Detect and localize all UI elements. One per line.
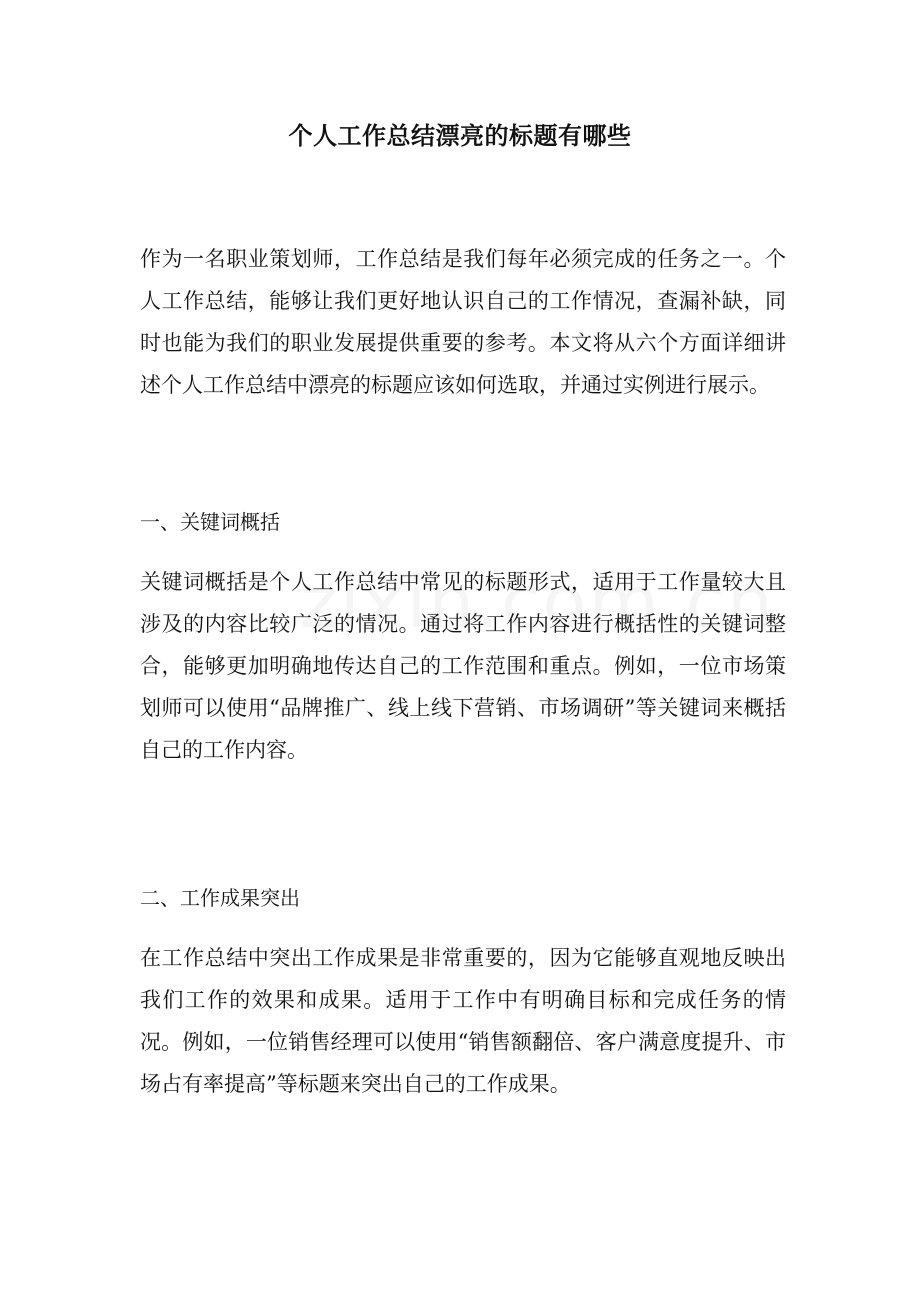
document-title: 个人工作总结漂亮的标题有哪些 — [288, 121, 632, 150]
section-heading-1: 一、关键词概括 — [140, 510, 280, 534]
intro-paragraph: 作为一名职业策划师，工作总结是我们每年必须完成的任务之一。个人工作总结，能够让我们更好地认识自己的工作情况，查漏补缺，同时也能为我们的职业发展提供重要的参考。本文将从六个方面详细讲述个人工作总结中漂亮的标题应该如何选取，并通过实例进行展示。 — [140, 247, 786, 397]
section-body-1: 关键词概括是个人工作总结中常见的标题形式，适用于工作量较大且涉及的内容比较广泛的情况。通过将工作内容进行概括性的关键词整合，能够更加明确地传达自己的工作范围和重点。例如，一位市场策划师可以使用“品牌推广、线上线下营销、市场调研”等关键词来概括自己的工作内容。 — [140, 570, 786, 762]
section-heading-2: 二、工作成果突出 — [140, 886, 300, 910]
section-body-2: 在工作总结中突出工作成果是非常重要的，因为它能够直观地反映出我们工作的效果和成果。适用于工作中有明确目标和完成任务的情况。例如，一位销售经理可以使用“销售额翻倍、客户满意度提升、市场占有率提高”等标题来突出自己的工作成果。 — [140, 946, 786, 1096]
